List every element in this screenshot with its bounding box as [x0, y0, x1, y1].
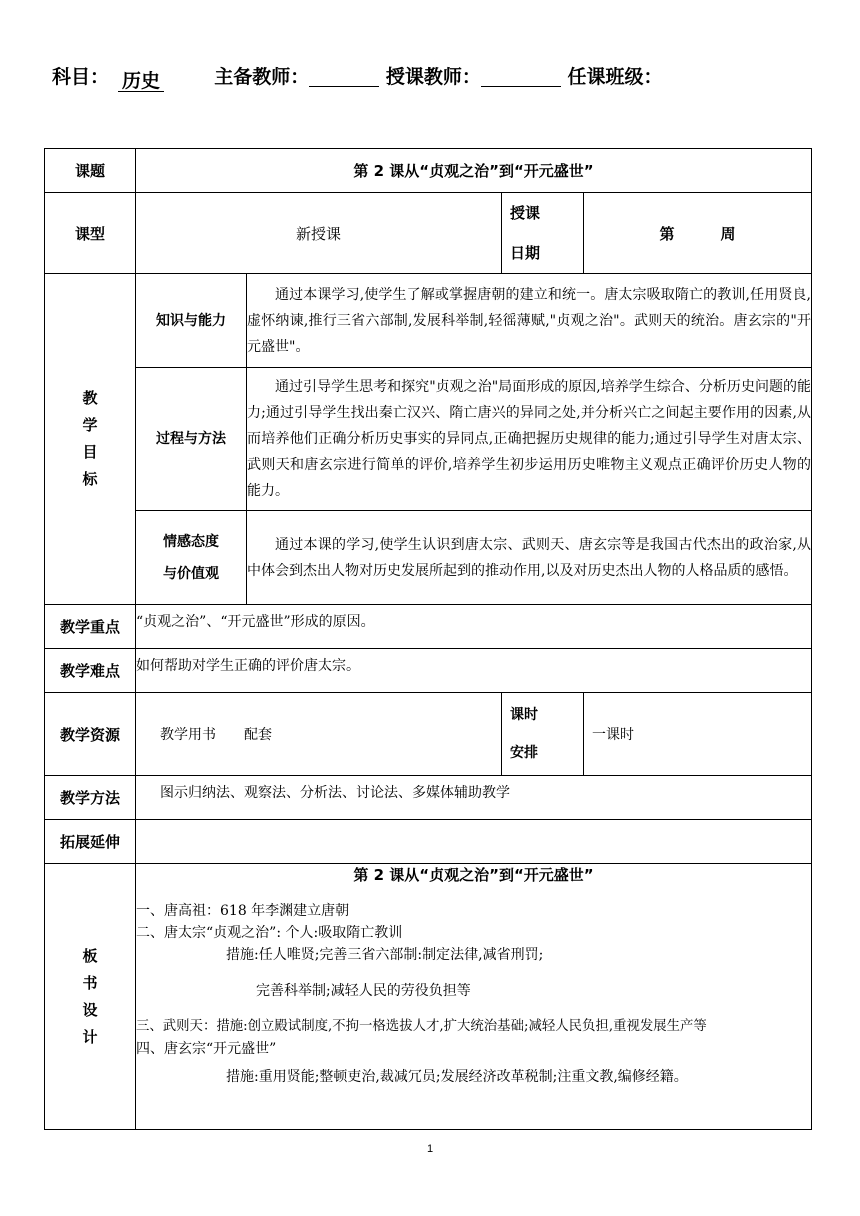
subject-value: 历史 — [118, 72, 164, 92]
method-label: 教学方法 — [45, 776, 136, 820]
date-label-1: 授课 — [510, 204, 541, 222]
goal-row-attitude — [45, 511, 812, 605]
difficulty-label: 教学难点 — [45, 649, 136, 693]
board-label-char: 书 — [82, 973, 98, 992]
topic-label: 课题 — [45, 149, 136, 193]
week-label-2: 周 — [720, 224, 736, 243]
type-row — [45, 193, 812, 274]
hours-value: 一课时 — [584, 693, 812, 776]
board-row — [45, 864, 812, 1130]
teacher-blank — [481, 66, 561, 87]
goals-label — [45, 274, 136, 605]
difficulty-value: 如何帮助对学生正确的评价唐太宗。 — [136, 649, 812, 693]
hours-label-1: 课时 — [510, 707, 538, 723]
goals-label-char: 教 — [82, 389, 98, 407]
resources-value: 教学用书 配套 — [136, 693, 502, 776]
goals-label-char: 标 — [82, 470, 98, 488]
goal-process-label: 过程与方法 — [136, 368, 247, 511]
board-line: 一、唐高祖：618 年李渊建立唐朝 — [136, 903, 350, 919]
lesson-plan-table — [44, 148, 812, 1130]
date-label-2: 日期 — [510, 244, 541, 262]
goal-row-knowledge — [45, 274, 812, 368]
extension-label: 拓展延伸 — [45, 820, 136, 864]
goal-attitude-label — [136, 511, 247, 605]
type-value: 新授课 — [136, 193, 502, 274]
goal-attitude-label-line: 情感态度 — [163, 533, 219, 550]
board-line: 三、武则天：措施:创立殿试制度,不拘一格选拔人才,扩大统治基础;减轻人民负担,重视发展生产等 — [136, 1019, 707, 1034]
board-line: 二、唐太宗“贞观之治”: 个人:吸取隋亡教训 — [136, 925, 403, 941]
page-number: 1 — [426, 1143, 434, 1155]
board-line: 完善科举制;减轻人民的劳役负担等 — [256, 983, 471, 999]
subject-label: 科目： — [52, 66, 110, 88]
class-label: 任课班级： — [567, 66, 663, 88]
difficulty-row — [45, 649, 812, 693]
topic-value: 第 2 课从“贞观之治”到“开元盛世” — [136, 149, 812, 193]
key-value: “贞观之治”、“开元盛世”形成的原因。 — [136, 605, 812, 649]
week-label-1: 第 — [659, 224, 675, 243]
board-label-char: 计 — [82, 1027, 98, 1046]
goal-process-text: 通过引导学生思考和探究"贞观之治"局面形成的原因,培养学生综合、分析历史问题的能力;通过引导学生找出秦亡汉兴、隋亡唐兴的异同之处,并分析兴亡之间起主要作用的因素,从而培养他们正确分析历史事实的异同点,正确把握历史规律的能力;通过引导学生对唐太宗、武则天和唐玄宗进行简单的评价,培养学生初步运用历史唯物主义观点正确评价历史人物的能力。 — [247, 368, 812, 511]
goal-row-process — [45, 368, 812, 511]
type-label: 课型 — [45, 193, 136, 274]
goals-label-char: 学 — [82, 416, 98, 434]
topic-row — [45, 149, 812, 193]
goal-attitude-text: 通过本课的学习,使学生认识到唐太宗、武则天、唐玄宗等是我国古代杰出的政治家,从中体会到杰出人物对历史发展所起到的推动作用,以及对历史杰出人物的人格品质的感悟。 — [247, 511, 812, 605]
document-header — [52, 62, 663, 90]
board-line: 措施:任人唯贤;完善三省六部制:制定法律,减省刑罚; — [226, 947, 544, 963]
board-label — [45, 864, 136, 1130]
date-label-cell — [502, 193, 584, 274]
key-label: 教学重点 — [45, 605, 136, 649]
resources-row — [45, 693, 812, 776]
teacher-label: 授课教师： — [385, 66, 481, 88]
hours-label-2: 安排 — [510, 745, 538, 761]
board-title: 第 2 课从“贞观之治”到“开元盛世” — [353, 866, 594, 884]
resources-label: 教学资源 — [45, 693, 136, 776]
key-row — [45, 605, 812, 649]
board-line: 措施:重用贤能;整顿吏治,裁减冗员;发展经济改革税制;注重文教,编修经籍。 — [226, 1069, 688, 1085]
goal-attitude-label-line: 与价值观 — [163, 565, 219, 582]
week-cell — [584, 193, 812, 274]
lead-teacher-label: 主备教师： — [214, 66, 310, 88]
method-row — [45, 776, 812, 820]
board-design — [136, 864, 812, 1130]
hours-label-cell — [502, 693, 584, 776]
lead-teacher-blank — [309, 66, 379, 87]
extension-value — [136, 820, 812, 864]
board-line: 四、唐玄宗“开元盛世” — [136, 1041, 277, 1057]
board-label-char: 设 — [82, 1000, 98, 1019]
board-label-char: 板 — [82, 946, 98, 965]
goal-knowledge-text: 通过本课学习,使学生了解或掌握唐朝的建立和统一。唐太宗吸取隋亡的教训,任用贤良,虚怀纳谏,推行三省六部制,发展科举制,轻徭薄赋,"贞观之治"。武则天的统治。唐玄宗的"开元盛世"。 — [247, 274, 812, 368]
method-value: 图示归纳法、观察法、分析法、讨论法、多媒体辅助教学 — [136, 776, 812, 820]
goals-label-char: 目 — [82, 443, 98, 461]
goal-knowledge-label: 知识与能力 — [136, 274, 247, 368]
extension-row — [45, 820, 812, 864]
